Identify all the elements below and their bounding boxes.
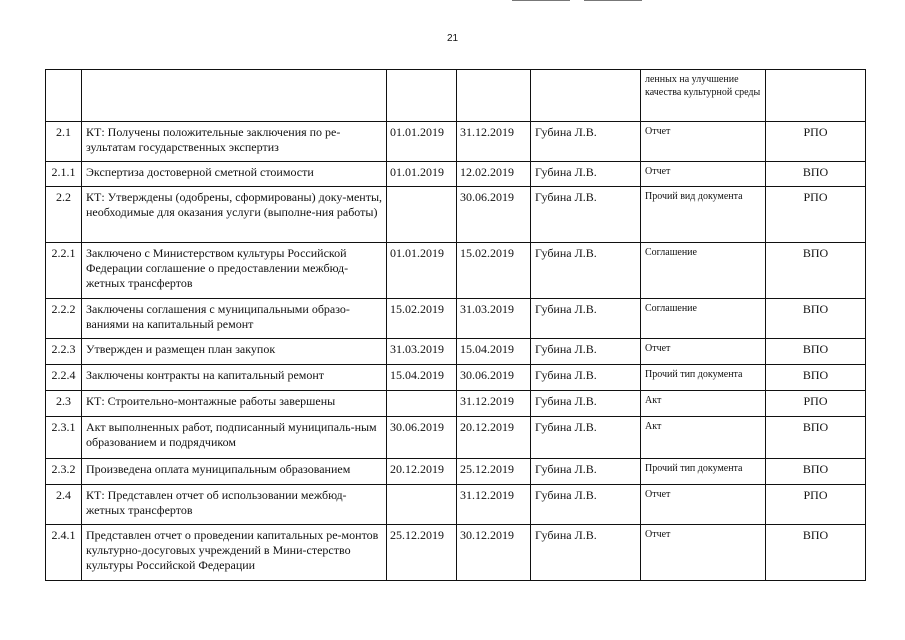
responsible-person: Губина Л.В. (531, 365, 641, 391)
level-code: ВПО (766, 417, 866, 459)
responsible-person (531, 70, 641, 122)
start-date: 01.01.2019 (387, 122, 457, 162)
responsible-person: Губина Л.В. (531, 391, 641, 417)
row-number: 2.4.1 (46, 525, 82, 581)
level-code: ВПО (766, 243, 866, 299)
start-date: 15.04.2019 (387, 365, 457, 391)
start-date: 20.12.2019 (387, 459, 457, 485)
table-row (46, 417, 866, 459)
schedule-table (45, 69, 866, 581)
document-type: Отчет (641, 339, 766, 365)
level-code: РПО (766, 187, 866, 243)
row-number: 2.2.1 (46, 243, 82, 299)
level-code: ВПО (766, 299, 866, 339)
table-row (46, 459, 866, 485)
row-number: 2.2.4 (46, 365, 82, 391)
row-number: 2.2.3 (46, 339, 82, 365)
responsible-person: Губина Л.В. (531, 525, 641, 581)
responsible-person: Губина Л.В. (531, 459, 641, 485)
task-description: КТ: Строительно-монтажные работы завершены (82, 391, 387, 417)
level-code: ВПО (766, 365, 866, 391)
start-date (387, 391, 457, 417)
level-code: ВПО (766, 162, 866, 187)
responsible-person: Губина Л.В. (531, 299, 641, 339)
task-description: Заключены контракты на капитальный ремонт (82, 365, 387, 391)
document-type: Прочий тип документа (641, 365, 766, 391)
start-date: 15.02.2019 (387, 299, 457, 339)
document-type: Отчет (641, 122, 766, 162)
task-description: КТ: Представлен отчет об использовании межбюд-жетных трансфертов (82, 485, 387, 525)
task-description: Произведена оплата муниципальным образованием (82, 459, 387, 485)
table-row (46, 391, 866, 417)
table-row (46, 485, 866, 525)
task-description: КТ: Утверждены (одобрены, сформированы) доку-менты, необходимые для оказания услуги (выполне-ния работы) (82, 187, 387, 243)
start-date (387, 70, 457, 122)
start-date: 31.03.2019 (387, 339, 457, 365)
table-row (46, 365, 866, 391)
responsible-person: Губина Л.В. (531, 187, 641, 243)
end-date (457, 70, 531, 122)
row-number (46, 70, 82, 122)
document-type: Отчет (641, 525, 766, 581)
table-row (46, 162, 866, 187)
task-description (82, 70, 387, 122)
document-type: Соглашение (641, 299, 766, 339)
scan-top-marks (512, 0, 642, 2)
level-code (766, 70, 866, 122)
start-date: 01.01.2019 (387, 162, 457, 187)
responsible-person: Губина Л.В. (531, 243, 641, 299)
table-row (46, 122, 866, 162)
row-number: 2.1.1 (46, 162, 82, 187)
end-date: 12.02.2019 (457, 162, 531, 187)
task-description: КТ: Получены положительные заключения по ре-зультатам государственных экспертиз (82, 122, 387, 162)
document-type: Акт (641, 417, 766, 459)
task-description: Заключены соглашения с муниципальными образо-ваниями на капитальный ремонт (82, 299, 387, 339)
task-description: Представлен отчет о проведении капитальных ре-монтов культурно-досуговых учреждений в Мини-стерство культуры Российской Федерации (82, 525, 387, 581)
end-date: 15.04.2019 (457, 339, 531, 365)
level-code: ВПО (766, 525, 866, 581)
table-row (46, 187, 866, 243)
end-date: 31.12.2019 (457, 122, 531, 162)
table-row (46, 339, 866, 365)
end-date: 30.06.2019 (457, 187, 531, 243)
end-date: 30.06.2019 (457, 365, 531, 391)
start-date (387, 187, 457, 243)
responsible-person: Губина Л.В. (531, 162, 641, 187)
page-number: 21 (446, 33, 459, 44)
responsible-person: Губина Л.В. (531, 417, 641, 459)
end-date: 31.03.2019 (457, 299, 531, 339)
end-date: 25.12.2019 (457, 459, 531, 485)
level-code: РПО (766, 485, 866, 525)
row-number: 2.4 (46, 485, 82, 525)
table-row (46, 299, 866, 339)
document-type: Отчет (641, 162, 766, 187)
task-description: Заключено с Министерством культуры Российской Федерации соглашение о предоставлении межбюд-жетных трансфертов (82, 243, 387, 299)
document-type: Отчет (641, 485, 766, 525)
start-date: 01.01.2019 (387, 243, 457, 299)
responsible-person: Губина Л.В. (531, 339, 641, 365)
start-date: 25.12.2019 (387, 525, 457, 581)
level-code: РПО (766, 391, 866, 417)
end-date: 30.12.2019 (457, 525, 531, 581)
row-number: 2.3.1 (46, 417, 82, 459)
row-number: 2.1 (46, 122, 82, 162)
end-date: 15.02.2019 (457, 243, 531, 299)
level-code: ВПО (766, 459, 866, 485)
level-code: ВПО (766, 339, 866, 365)
table-row (46, 525, 866, 581)
end-date: 20.12.2019 (457, 417, 531, 459)
table-row (46, 70, 866, 122)
start-date (387, 485, 457, 525)
responsible-person: Губина Л.В. (531, 122, 641, 162)
document-type: Акт (641, 391, 766, 417)
task-description: Экспертиза достоверной сметной стоимости (82, 162, 387, 187)
task-description: Акт выполненных работ, подписанный муниципаль-ным образованием и подрядчиком (82, 417, 387, 459)
responsible-person: Губина Л.В. (531, 485, 641, 525)
start-date: 30.06.2019 (387, 417, 457, 459)
row-number: 2.2.2 (46, 299, 82, 339)
table-row (46, 243, 866, 299)
row-number: 2.3.2 (46, 459, 82, 485)
document-type: Соглашение (641, 243, 766, 299)
level-code: РПО (766, 122, 866, 162)
row-number: 2.2 (46, 187, 82, 243)
end-date: 31.12.2019 (457, 485, 531, 525)
row-number: 2.3 (46, 391, 82, 417)
document-type: Прочий тип документа (641, 459, 766, 485)
task-description: Утвержден и размещен план закупок (82, 339, 387, 365)
end-date: 31.12.2019 (457, 391, 531, 417)
document-type: Прочий вид документа (641, 187, 766, 243)
document-type: ленных на улучшение качества культурной среды (641, 70, 766, 122)
